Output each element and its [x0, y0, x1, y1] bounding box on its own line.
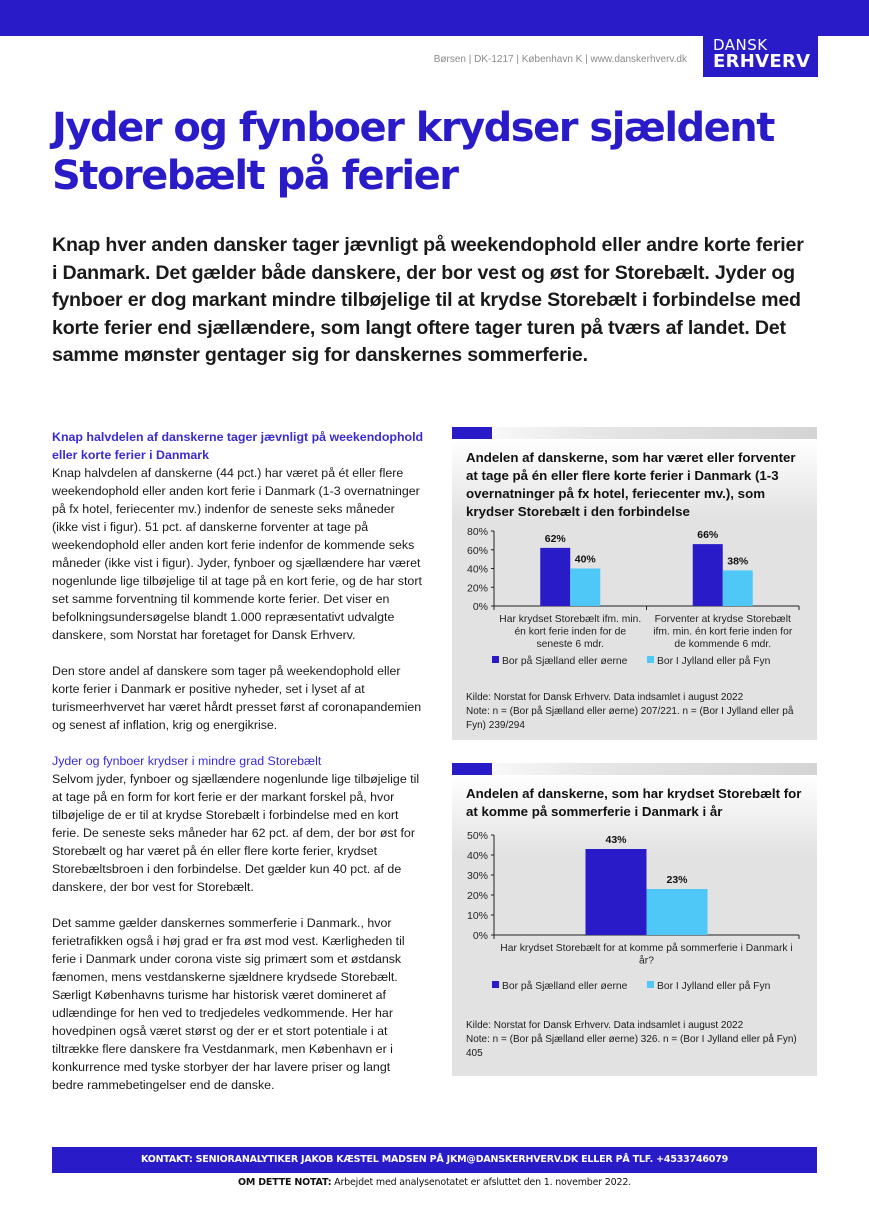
- chart-card-summer-holiday: [452, 763, 817, 1076]
- bar-east: [693, 544, 723, 606]
- y-tick-label: 10%: [466, 910, 488, 922]
- y-tick-label: 40%: [466, 850, 488, 862]
- dansk-erhverv-logo: [703, 36, 818, 77]
- logo-line1: DANSK: [713, 36, 768, 54]
- y-tick-label: 40%: [466, 563, 488, 576]
- section1-paragraph1: Knap halvdelen af danskerne (44 pct.) har været på ét eller flere weekendophold eller anden kort ferie i Danmark (1-3 overnatninger på fx hotel, feriecenter mv.) indenfor de seneste seks måneder (ikke vist i figur). 51 pct. af danskerne forventer at tage på weekendophold eller anden kort ferie indenfor de kommende seks måneder (ikke vist i figur). Jyder, fynboer og sjællændere har været nogenlunde lige tilbøjelige til at tage på en kort ferie, og de har stort set samme forventning til kommende korte ferier. Det viser en befolkningsundersøgelse blandt 1.000 repræsentativt udvalgte danskere, som Norstat har foretaget for Dansk Erhverv.: [52, 466, 422, 642]
- card-tab: [452, 427, 817, 439]
- lead-paragraph: Knap hver anden dansker tager jævnligt på weekendophold eller andre korte ferier i Danmark. Det gælder både danskere, der bor vest og øst for Storebælt. Jyder og fynboer er dog markant mindre tilbøjelige til at krydse Storebælt i forbindelse med korte ferier end sjællændere, som langt oftere tager turen på tværs af landet. Det samme mønster gentager sig for danskernes sommerferie.: [52, 234, 804, 366]
- chart-title: Andelen af danskerne, som har været eller forventer at tage på én eller flere korte ferier i Danmark (1-3 overnatninger på fx hotel, feriecenter mv.), som krydser Storebælt i den forbindelse: [466, 450, 796, 519]
- y-tick-label: 80%: [466, 526, 488, 538]
- section1-paragraph2: Den store andel af danskere som tager på weekendophold eller korte ferier i Danmark er positive nyheder, set i lyset af at turismeerhvervet har været hårdt presset først af coronapandemien og senest af inflation, krig og energikrise.: [52, 664, 422, 732]
- y-tick-label: 60%: [466, 544, 488, 557]
- top-brand-bar: [0, 0, 869, 36]
- card-flag-marker: [452, 763, 492, 775]
- legend-label: Bor I Jylland eller på Fyn: [657, 981, 771, 992]
- legend-label: Bor I Jylland eller på Fyn: [657, 656, 771, 667]
- data-label: 23%: [666, 874, 688, 886]
- chart-note: Note: n = (Bor på Sjælland eller øerne) 326. n = (Bor I Jylland eller på Fyn) 405: [466, 1034, 797, 1059]
- bar-west: [570, 569, 600, 607]
- y-tick-label: 50%: [466, 830, 488, 842]
- chart-card-short-trips: [452, 427, 817, 740]
- x-category-label: Har krydset Storebælt for at komme på sommerferie i Danmark i: [500, 943, 793, 954]
- section2-paragraph1: Selvom jyder, fynboer og sjællændere nogenlunde lige tilbøjelige til at tage på en form for kort ferie er der markant forskel på, hvor tilbøjelige de er til at krydse Storebælt i forbindelse med en kort ferie. De seneste seks måneder har 62 pct. af dem, der bor øst for Storebælt og har været på én eller flere korte ferier, krydset Storebæltsbroen i den forbindelse. Det gælder kun 40 pct. af de danskere, der bor vest for Storebælt.: [52, 772, 420, 894]
- x-category-label: ifm. min. én kort ferie inden for: [653, 626, 793, 638]
- bar-west: [723, 570, 753, 606]
- contact-bar: KONTAKT: SENIORANALYTIKER JAKOB KÆSTEL MADSEN PÅ JKM@DANSKERHVERV.DK ELLER PÅ TLF. +4533746079: [52, 1147, 817, 1173]
- bar-west: [647, 889, 708, 935]
- legend-swatch: [492, 981, 499, 988]
- y-tick-label: 0%: [472, 601, 488, 613]
- y-tick-label: 0%: [472, 930, 488, 942]
- chart-source-note: [466, 1019, 806, 1061]
- x-category-label: år?: [639, 955, 654, 967]
- x-category-label: Har krydset Storebælt ifm. min.: [499, 614, 642, 625]
- data-label: 62%: [544, 532, 566, 545]
- section2-paragraph2: Det samme gælder danskernes sommerferie i Danmark., hvor ferietrafikken også i høj grad er fra øst mod vest. Kærligheden til ferie i Danmark under corona viste sig primært som et østdansk fænomen, mens vestdanskerne sjældnere krydsede Storebælt. Særligt Københavns turisme har historisk været domineret af udlændinge for hen ved to tredjedeles vedkommende. Her har hovedpinen også været størst og der er et stort potentiale i at tiltrække flere danskere fra Vestdanmark, men København er i konkurrence med tyske storbyer der har lavere priser og langt bedre rammebetingelser end de danske.: [52, 916, 405, 1092]
- about-label: OM DETTE NOTAT:: [237, 1177, 332, 1188]
- bar-chart-short-trips: [452, 523, 817, 698]
- y-tick-label: 30%: [466, 870, 488, 882]
- section1-heading: Knap halvdelen af danskerne tager jævnligt på weekendophold eller korte ferier i Danmark: [52, 430, 424, 462]
- about-note: [52, 1176, 817, 1190]
- bar-chart-summer-holiday: [452, 827, 817, 1027]
- logo-line2: ERHVERV: [713, 51, 811, 72]
- section2-heading: Jyder og fynboer krydser i mindre grad Storebælt: [52, 754, 322, 768]
- card-flag-marker: [452, 427, 492, 439]
- chart-title: Andelen af danskerne, som har krydset Storebælt for at komme på sommerferie i Danmark i år: [466, 786, 802, 819]
- address-line: Børsen | DK-1217 | København K | www.danskerhverv.dk: [433, 54, 687, 65]
- chart-source-note: [466, 691, 806, 733]
- legend-swatch: [492, 656, 499, 663]
- legend-label: Bor på Sjælland eller øerne: [502, 981, 628, 992]
- x-category-label: de kommende 6 mdr.: [674, 639, 772, 650]
- y-tick-label: 20%: [466, 890, 488, 902]
- legend-swatch: [647, 981, 654, 988]
- x-category-label: Forventer at krydse Storebælt: [654, 614, 791, 625]
- bar-east: [586, 849, 647, 935]
- page-title: Jyder og fynboer krydser sjældent Storebælt på ferier: [52, 105, 774, 199]
- chart-source: Kilde: Norstat for Dansk Erhverv. Data indsamlet i august 2022: [466, 1020, 744, 1031]
- x-category-label: seneste 6 mdr.: [536, 639, 605, 650]
- legend-label: Bor på Sjælland eller øerne: [502, 656, 628, 667]
- chart-source: Kilde: Norstat for Dansk Erhverv. Data indsamlet i august 2022: [466, 692, 744, 703]
- x-category-label: én kort ferie inden for de: [514, 626, 627, 638]
- card-tab: [452, 763, 817, 775]
- data-label: 66%: [697, 529, 719, 542]
- about-text: Arbejdet med analysenotatet er afsluttet den 1. november 2022.: [331, 1177, 631, 1188]
- y-tick-label: 20%: [466, 582, 488, 595]
- data-label: 40%: [574, 553, 596, 566]
- chart-note: Note: n = (Bor på Sjælland eller øerne) 207/221. n = (Bor I Jylland eller på Fyn) 239/294: [466, 706, 794, 731]
- bar-east: [540, 548, 570, 606]
- body-column: [52, 428, 424, 1112]
- legend-swatch: [647, 656, 654, 663]
- data-label: 43%: [605, 834, 627, 846]
- data-label: 38%: [727, 555, 749, 568]
